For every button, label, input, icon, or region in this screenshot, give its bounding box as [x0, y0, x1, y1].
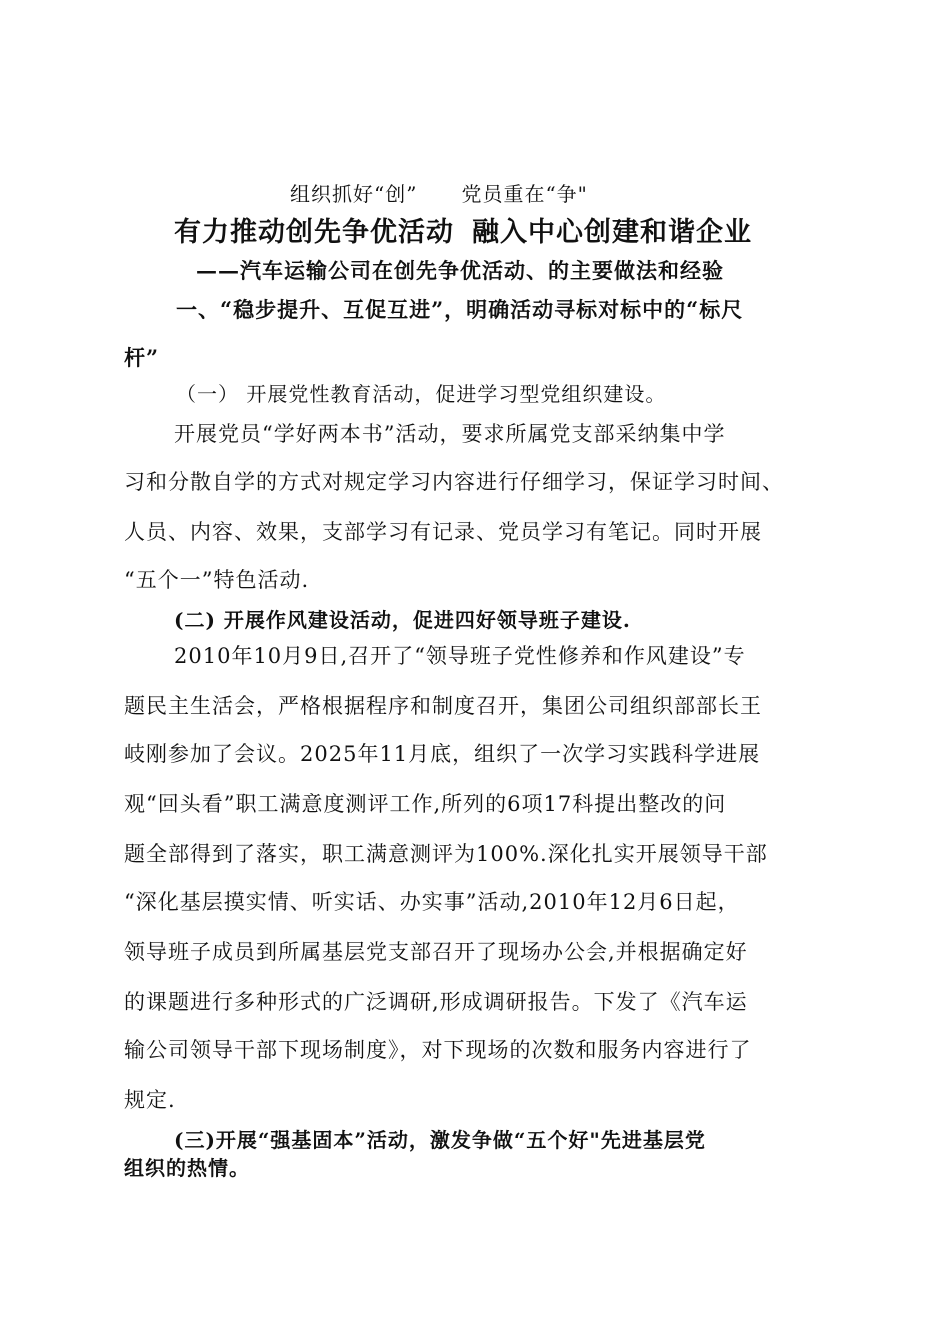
paragraph-1-line: “五个一”特色活动.	[124, 568, 310, 592]
subsection-3-heading-line-2: 组织的热情。	[124, 1156, 250, 1180]
paragraph-2-line: 规定.	[124, 1088, 176, 1112]
subtitle-part-2: 党员重在“争"	[461, 182, 588, 206]
section-1-heading-line-1: 一、“稳步提升、互促互进”，明确活动寻标对标中的“标尺	[176, 297, 744, 322]
paragraph-1-line: 开展党员“学好两本书”活动，要求所属党支部采纳集中学	[174, 422, 726, 446]
subsection-1-heading: （一） 开展党性教育活动，促进学习型党组织建设。	[176, 382, 667, 406]
paragraph-2-line: 观“回头看”职工满意度测评工作,所列的6项17科提出整改的问	[124, 792, 727, 816]
document-subheading: ——汽车运输公司在创先争优活动、的主要做法和经验	[196, 258, 724, 283]
subtitle-part-1: 组织抓好“创”	[290, 182, 418, 206]
section-1-heading-line-2: 杆”	[124, 345, 160, 370]
subsection-2-heading: (二) 开展作风建设活动，促进四好领导班子建设.	[174, 608, 631, 632]
paragraph-2-line: 2010年10月9日,召开了“领导班子党性修养和作风建设”专	[174, 644, 746, 668]
paragraph-1-line: 人员、内容、效果，支部学习有记录、党员学习有笔记。同时开展	[124, 520, 762, 544]
paragraph-1-line: 习和分散自学的方式对规定学习内容进行仔细学习，保证学习时间、	[124, 470, 784, 494]
subsection-3-heading-line-1: (三)开展“强基固本”活动，激发争做“五个好"先进基层党	[174, 1128, 706, 1152]
paragraph-2-line: 题全部得到了落实，职工满意测评为100%.深化扎实开展领导干部	[124, 842, 768, 866]
paragraph-2-line: 题民主生活会，严格根据程序和制度召开，集团公司组织部部长王	[124, 694, 762, 718]
paragraph-2-line: 岐刚参加了会议。2025年11月底，组织了一次学习实践科学进展	[124, 742, 761, 766]
paragraph-2-line: 领导班子成员到所属基层党支部召开了现场办公会,并根据确定好	[124, 940, 748, 964]
paragraph-2-line: 输公司领导干部下现场制度》，对下现场的次数和服务内容进行了	[124, 1038, 752, 1062]
document-subtitle	[290, 178, 588, 207]
paragraph-2-line: 的课题进行多种形式的广泛调研,形成调研报告。下发了《汽车运	[124, 990, 748, 1014]
title-part-1: 有力推动创先争优活动	[174, 217, 454, 248]
paragraph-2-line: “深化基层摸实情、听实话、办实事”活动,2010年12月6日起，	[124, 890, 740, 914]
document-title	[174, 210, 752, 249]
title-part-2: 融入中心创建和谐企业	[472, 217, 752, 248]
